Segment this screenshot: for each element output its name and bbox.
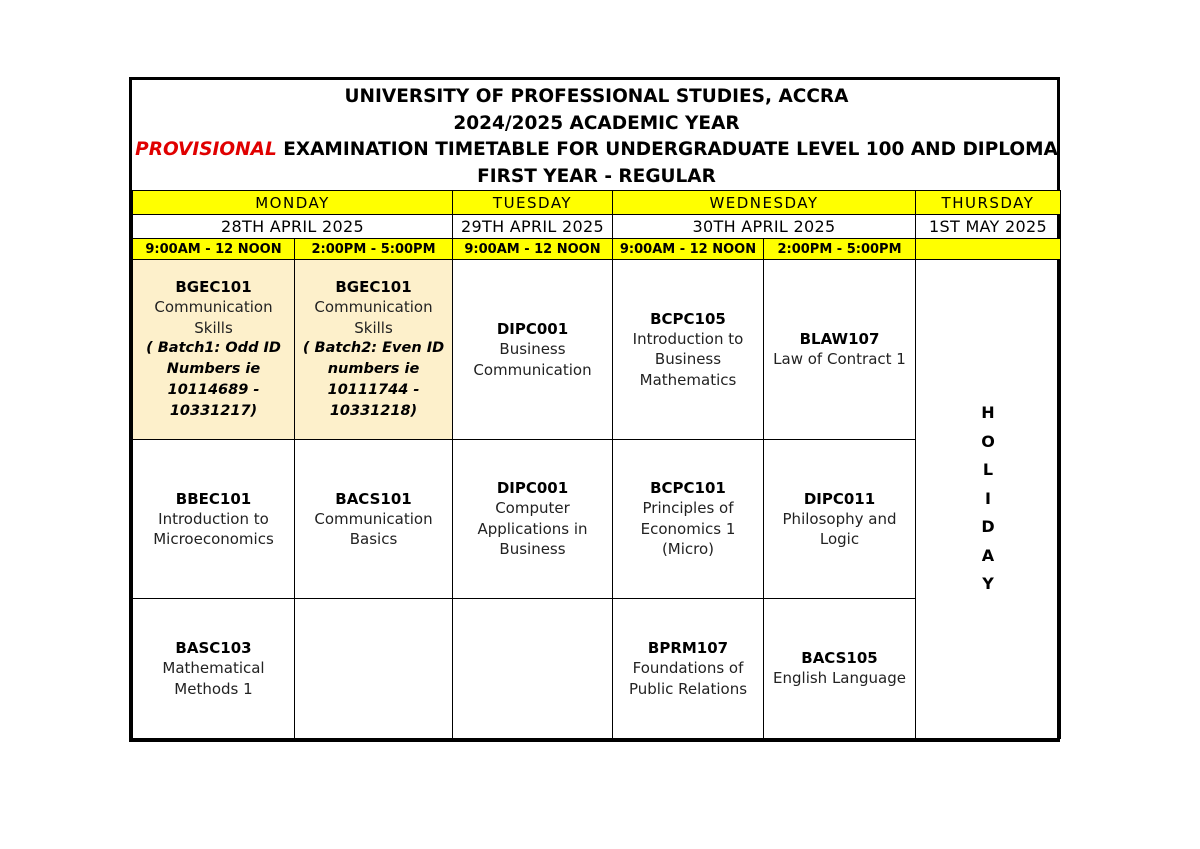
course-name: Communication Skills <box>154 298 273 337</box>
day-header-thursday: THURSDAY <box>916 191 1061 215</box>
time-slot-tuesday-morning: 9:00AM - 12 NOON <box>453 239 613 260</box>
timetable-title-text: EXAMINATION TIMETABLE FOR UNDERGRADUATE LEVEL 100 AND DIPLOMA <box>276 139 1058 160</box>
course-code: BPRM107 <box>647 639 729 657</box>
holiday-letter: H <box>981 403 995 423</box>
course-name: Law of Contract 1 <box>773 350 906 369</box>
day-header-monday: MONDAY <box>133 191 453 215</box>
exam-cell <box>764 260 916 440</box>
exam-cell <box>453 260 613 440</box>
exam-cell <box>133 599 295 739</box>
date-wednesday: 30TH APRIL 2025 <box>613 215 916 239</box>
course-code: BBEC101 <box>175 489 252 508</box>
date-monday: 28TH APRIL 2025 <box>133 215 453 239</box>
holiday-letter: I <box>985 488 991 508</box>
exam-cell <box>295 260 453 440</box>
course-name: Business Communication <box>473 340 592 379</box>
course-name: Computer Applications in Business <box>477 499 588 559</box>
day-header-wednesday: WEDNESDAY <box>613 191 916 215</box>
course-name: Principles of Economics 1 (Micro) <box>640 499 736 559</box>
holiday-letter: D <box>981 517 995 537</box>
academic-year: 2024/2025 ACADEMIC YEAR <box>453 112 740 134</box>
course-code: DIPC001 <box>496 479 569 498</box>
exam-cell <box>133 260 295 440</box>
exam-cell <box>453 440 613 599</box>
exam-cell <box>133 440 295 599</box>
course-code: BACS105 <box>801 649 878 668</box>
time-slot-monday-afternoon: 2:00PM - 5:00PM <box>295 239 453 260</box>
exam-cell <box>613 440 764 599</box>
course-code: BLAW107 <box>799 330 880 349</box>
batch-note: ( Batch2: Even ID numbers ie 10111744 - 10331218) <box>302 340 445 419</box>
batch-note: ( Batch1: Odd ID Numbers ie 10114689 - 10331217) <box>146 340 281 419</box>
holiday-letter: Y <box>982 574 994 594</box>
date-tuesday: 29TH APRIL 2025 <box>453 215 613 239</box>
course-code: BCPC105 <box>650 309 726 328</box>
exam-cell <box>764 599 916 739</box>
timetable-title <box>133 137 1061 164</box>
holiday-letter: A <box>981 545 995 565</box>
exam-cell <box>764 440 916 599</box>
timetable-title-block <box>133 80 1061 191</box>
course-name: Philosophy and Logic <box>782 509 897 548</box>
course-name: Communication Basics <box>314 509 433 548</box>
exam-cell <box>613 599 764 739</box>
course-code: BCPC101 <box>650 479 726 498</box>
course-code: BGEC101 <box>175 278 252 296</box>
provisional-label: PROVISIONAL <box>135 139 277 160</box>
time-slot-thursday <box>916 239 1061 260</box>
course-name: English Language <box>773 669 906 688</box>
student-group: FIRST YEAR - REGULAR <box>477 165 716 187</box>
date-thursday: 1ST MAY 2025 <box>916 215 1061 239</box>
exam-cell <box>613 260 764 440</box>
holiday-letter: O <box>981 431 995 451</box>
course-name: Introduction to Business Mathematics <box>632 329 744 389</box>
course-name: Foundations of Public Relations <box>628 659 748 698</box>
holiday-cell <box>916 260 1061 739</box>
course-code: BACS101 <box>335 489 412 508</box>
course-code: DIPC011 <box>803 489 876 508</box>
exam-timetable <box>129 77 1060 742</box>
exam-cell <box>295 440 453 599</box>
time-slot-monday-morning: 9:00AM - 12 NOON <box>133 239 295 260</box>
course-name: Communication Skills <box>314 298 433 337</box>
time-slot-wednesday-afternoon: 2:00PM - 5:00PM <box>764 239 916 260</box>
timetable-grid <box>132 80 1061 739</box>
time-slot-wednesday-morning: 9:00AM - 12 NOON <box>613 239 764 260</box>
day-header-tuesday: TUESDAY <box>453 191 613 215</box>
empty-cell <box>295 599 453 739</box>
empty-cell <box>453 599 613 739</box>
course-code: BASC103 <box>175 639 252 657</box>
course-code: DIPC001 <box>496 320 569 338</box>
university-name: UNIVERSITY OF PROFESSIONAL STUDIES, ACCRA <box>344 86 849 107</box>
holiday-letter: L <box>982 460 994 480</box>
course-code: BGEC101 <box>335 278 412 296</box>
course-name: Introduction to Microeconomics <box>153 509 274 548</box>
course-name: Mathematical Methods 1 <box>162 659 265 698</box>
